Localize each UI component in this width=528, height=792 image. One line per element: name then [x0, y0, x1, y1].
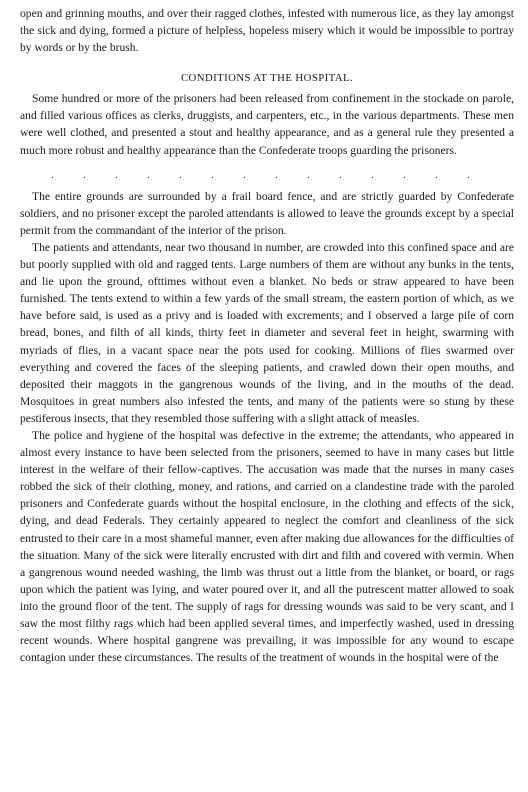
paragraph-patients-tents: The patients and attendants, near two thousand in number, are crowded into this confined space and are but poorly supplied with old and ragged tents. Large numbers of them are without any bunks in the tents, and lie upon the ground, ofttimes without even a blanket. No beds or straw appeared to have been furnished. The tents extend to within a few yards of the small stream, the eastern portion of which, as we have before said, is used as a privy and is loaded with excrements; and I observed a large pile of corn bread, bones, and filth of all kinds, thirty feet in diameter and several feet in height, swarming with myriads of flies, in a vacant space near the pots used for cooking. Millions of flies swarmed over everything and covered the faces of the sleeping patients, and crawled down their open mouths, and deposited their maggots in the gangrenous wounds of the living, and in the mouths of the dead. Mosquitoes in great numbers also infested the tents, and many of the patients were so stung by these pestiferous insects, that they resembled those suffering with a slight attack of measles. — [20, 240, 514, 425]
paragraph-police-hygiene: The police and hygiene of the hospital was defective in the extreme; the attendants, who appeared in almost every instance to have been selected from the prisoners, seemed to have in many cases but little interest in the welfare of their fellow-captives. The accusation was made that the nurses in many cases robbed the sick of their clothing, money, and rations, and carried on a clandestine trade with the paroled prisoners and Confederate guards without the hospital enclosure, in the clothing and effects of the sick, dying, and dead Federals. They certainly appeared to neglect the comfort and cleanliness of the sick entrusted to their care in a most shameful manner, even after making due allowances for the difficulties of the situation. Many of the sick were literally encrusted with dirt and filth and covered with vermin. When a gangrenous wound needed washing, the limb was thrust out a little from the blanket, or board, or rags upon which the patient was lying, and water poured over it, and all the putrescent matter allowed to soak into the ground floor of the tent. The supply of rags for dressing wounds was said to be very scant, and I saw the most filthy rags which had been applied several times, and imperfectly washed, used in dressing recent wounds. Where hospital gangrene was prevailing, it was impossible for any wound to escape contagion under these circumstances. The results of the treatment of wounds in the hospital were of the — [20, 428, 514, 665]
paragraph-grounds-fence: The entire grounds are surrounded by a frail board fence, and are strictly guarded by Confederate soldiers, and no prisoner except the paroled attendants is allowed to leave the grounds except by a special permit from the commandant of the interior of the prison. — [20, 189, 514, 237]
opening-paragraph: open and grinning mouths, and over their ragged clothes, infested with numerous lice, as they lay amongst the sick and dying, formed a picture of helpless, hopeless misery which it would be impossible to portray by words or by the brush. — [20, 7, 514, 55]
paragraph-released-prisoners: Some hundred or more of the prisoners had been released from confinement in the stockade on parole, and filled various offices as clerks, druggists, and carpenters, etc., in the various departments. These men were well clothed, and presented a stout and healthy appearance, and as a general rule they presented a much more robust and healthy appearance than the Confederate troops guarding the prisoners. — [20, 92, 514, 157]
section-heading: CONDITIONS AT THE HOSPITAL. — [180, 72, 354, 85]
ellipsis-divider: . . . . . . . . . . . . . . — [51, 166, 483, 181]
